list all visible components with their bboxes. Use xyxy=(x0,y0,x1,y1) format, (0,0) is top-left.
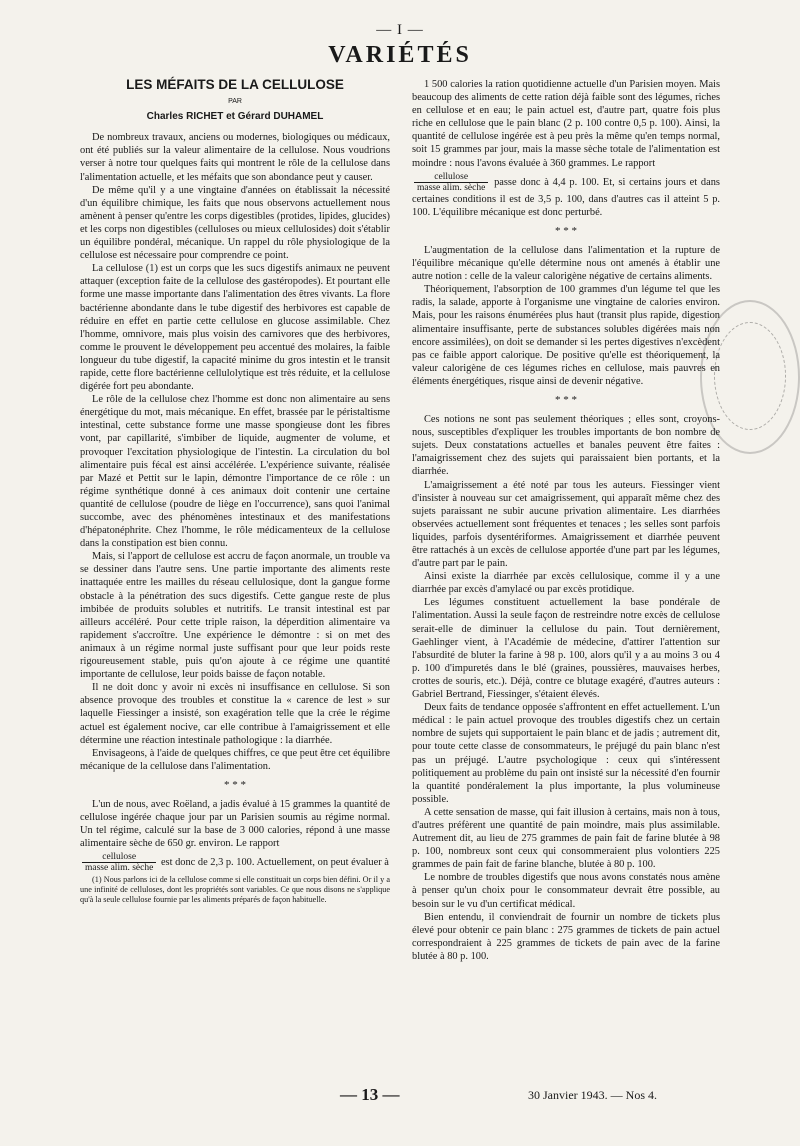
page-number-top: — I — xyxy=(376,22,424,38)
paragraph-continuation: passe donc à 4,4 p. 100. Et, si certains jours et dans certaines conditions il est de 3,5 p. 100, dans d'autres cas il atteint 5 p. 100. L'équilibre mécanique est donc perturbé. xyxy=(412,176,720,218)
asterism: * * * xyxy=(555,224,577,237)
article-title: LES MÉFAITS DE LA CELLULOSE xyxy=(126,77,344,92)
fraction xyxy=(82,852,156,873)
footer-date: 30 Janvier 1943. — Nos 4. xyxy=(528,1088,657,1102)
paragraph-continuation: est donc de 2,3 p. 100. Actuellement, on peut évaluer à xyxy=(160,857,389,869)
left-column xyxy=(80,78,390,905)
paragraph: A cette sensation de masse, qui fait illusion à certains, mais non à tous, d'autres préfèrent une quantité de pain moindre, mais plus assimilable. Autrement dit, au lieu de 275 grammes de pain fait de farine blutée à 98 p. 100, nombreux sont ceux qui consommeraient plus volontiers 225 grammes de pain fait de farine blanche, blutée à 80 p. 100. xyxy=(412,806,720,871)
right-column xyxy=(412,78,720,963)
paragraph: La cellulose (1) est un corps que les sucs digestifs animaux ne peuvent attaquer (exception faite de la cellulose des gastéropodes). Et pourtant elle forme une masse importante dans l'alimentation des êtres vivants. La flore bactérienne abondante dans le tube digestif des herbivores est capable de réduire en effet en partie cette cellulose en glucose assimilable. Chez l'homme, omnivore, mais plus voisin des carnivores que des herbivores, comme le prouvent le développement peu accentué des molaires, la faible longueur du tube digestif, la capacité minime du gros intestin et le transit rapide, cette flore bactérienne cellulolytique est très réduite, et la cellulose digérée fort peu abondante. xyxy=(80,263,390,393)
paragraph: Le rôle de la cellulose chez l'homme est donc non alimentaire au sens énergétique du mot, mais mécanique. En effet, brassée par le péristaltisme intestinal, cette substance forme une masse spongieuse dont les fibres vont, par capillarité, s'imbiber de liquide, augmenter de volume, et provoquer l'excitation physiologique de l'intestin. La circulation du bol alimentaire puis fécal est ainsi accélérée. L'expérience suivante, réalisée par Mazé et Pettit sur le lapin, démontre l'importance de ce rôle : un régime synthétique donné à ces animaux doit contenir une certaine quantité de cellulose (poudre de liège en l'occurrence), sans quoi l'animal succombe, avec des phénomènes intestinaux et des manifestations d'hépatonéphrite. Chez l'homme, le rôle médicamenteux de la cellulose dans la constipation est bien connu. xyxy=(80,394,390,550)
footer-page-number: — 13 — xyxy=(340,1085,400,1104)
fraction-numerator: cellulose xyxy=(82,852,156,863)
asterism: * * * xyxy=(555,393,577,406)
paragraph: De même qu'il y a une vingtaine d'années on établissait la nécessité d'un équilibre chimique, les faits que nous observons actuellement nous amènent à penser qu'entre les corps digestibles (protides, lipides, glucides) et les corps non digestibles (celluloses ou mieux cellulosides) doit s'établir un équilibre pondéral, mécanique. Un rappel du rôle physiologique de la cellulose est nécessaire pour comprendre ce point. xyxy=(80,184,390,262)
paragraph: Mais, si l'apport de cellulose est accru de façon anormale, un trouble va se dessiner dans l'autre sens. Une partie importante des aliments reste inattaquée entre les mailles du réseau cellulosique, dont la gangue forme obstacle à la pénétration des sucs digestifs. Cette gangue reste de plus imbibée de produits solubles et nutritifs. Le transit intestinal est par ailleurs accéléré. Pour cette triple raison, la déperdition alimentaire va rapidement s'accroître. Une expérience le démontre : si on met des animaux à un régime normal juste suffisant pour que leur poids reste rigoureusement stable, puis qu'on ajoute à ce régime une quantité importante de cellulose, leur poids baisse de façon notable. xyxy=(80,551,390,681)
byline-par: PAR xyxy=(228,98,242,106)
fraction-numerator: cellulose xyxy=(414,172,488,183)
footnote: (1) Nous parlons ici de la cellulose comme si elle constituait un corps bien défini. Or il y a une infinité de celluloses, dont les propriétés sont variables. Ce que nous disons ne s'applique qu'à la seule cellulose fournie par les aliments préparés de façon habituelle. xyxy=(80,875,390,905)
fraction-line xyxy=(80,852,390,873)
paragraph: Bien entendu, il conviendrait de fournir un nombre de tickets plus élevé pour obtenir ce pain blanc : 275 grammes de tickets de pain actuel correspondraient à 225 grammes de tickets de pain avec de la farine blutée à 80 p. 100. xyxy=(412,911,720,962)
library-stamp-inner-ring xyxy=(714,322,786,430)
fraction-line xyxy=(412,172,720,219)
paragraph: 1 500 calories la ration quotidienne actuelle d'un Parisien moyen. Mais beaucoup des aliments de cette ration déjà faible sont des légumes, riches en cellulose et en eau; le pain actuel est, d'autre part, quatre fois plus riche en cellulose que le pain blanc (2 p. 100 contre 0,5 p. 100). Ainsi, la quantité de cellulose ingérée est à peu près la même qu'en temps normal, soit 15 grammes par jour, mais la masse sèche totale de l'alimentation est moindre : nous l'avons évaluée à 360 grammes. Le rapport xyxy=(412,79,720,169)
paragraph: Les légumes constituent actuellement la base pondérale de l'alimentation. Aussi la seule façon de restreindre notre excès de cellulose serait-elle de diminuer la cellulose du pain. Tout dernièrement, Gaehlinger vient, à l'Académie de médecine, d'attirer l'attention sur l'absurdité de bluter la farine à 98 p. 100, alors qu'il y a au moins 3 ou 4 p. 100 d'impuretés dans le blé (graines, poussières, mauvaises herbes, crottes de souris, etc.). Déjà, contre ce blutage exagéré, d'autres auteurs : Gabriel Bertrand, Fiessinger, s'étaient élevés. xyxy=(412,597,720,701)
fraction-denominator: masse alim. sèche xyxy=(85,863,154,874)
paragraph: Théoriquement, l'absorption de 100 grammes d'un légume tel que les radis, la salade, apporte à l'organisme une vingtaine de calories environ. Mais, pour les raisons énumérées plus haut (transit plus rapide, digestion alimentaire insuffisante, perte de substances solubles digérées mais non encore assimilées), on doit se demander si les pertes digestives n'excèdent pas ce faible apport calorique. De positive qu'elle est théoriquement, la valeur calorigène de ces légumes riches en cellulose, mais pauvres en éléments énergétiques, risque ainsi de devenir négative. xyxy=(412,284,720,387)
paragraph: L'amaigrissement a été noté par tous les auteurs. Fiessinger vient d'insister à nouveau sur cet amaigrissement, qui apparaît même chez des sujets paraissant ne subir aucune privation alimentaire. Les diarrhées observées actuellement sont fréquentes et tenaces ; les selles sont parfois liquides, parfois dysentériformes. Amaigrissement et diarrhée peuvent être rattachés à un excès de cellulose apportée d'une part par les légumes, d'autre part par le pain. xyxy=(412,479,720,570)
paragraph: Le nombre de troubles digestifs que nous avons constatés nous amène à penser qu'un choix pour le consommateur devrait être possible, au besoin sur le vu d'un certificat médical. xyxy=(412,872,720,910)
paragraph: De nombreux travaux, anciens ou modernes, biologiques ou médicaux, ont été publiés sur la valeur alimentaire de la cellulose. Nous voudrions verser à notre tour quelques faits qui montrent le rôle de la cellulose dans l'alimentation actuelle, et les méfaits que son abondance peut y causer. xyxy=(80,132,390,183)
paragraph: Ainsi existe la diarrhée par excès cellulosique, comme il y a une diarrhée par excès d'amylacé ou par excès protidique. xyxy=(412,571,720,596)
paragraph: Ces notions ne sont pas seulement théoriques ; elles sont, croyons-nous, susceptibles d'expliquer les troubles importants de bon nombre de sujets. Deux constatations actuelles et banales peuvent être faites : l'amaigrissement chez des sujets qui paraissaient bien portants, et la diarrhée. xyxy=(412,414,720,478)
paragraph: Envisageons, à l'aide de quelques chiffres, ce que peut être cet équilibre mécanique de la cellulose dans l'alimentation. xyxy=(80,747,390,772)
paragraph: L'un de nous, avec Roëland, a jadis évalué à 15 grammes la quantité de cellulose ingérée chaque jour par un Parisien soumis au régime normal. Un tel régime, calculé sur la base de 3 000 calories, répond à une masse alimentaire sèche de 650 gr. environ. Le rapport xyxy=(80,798,390,850)
paragraph: L'augmentation de la cellulose dans l'alimentation et la rupture de l'équilibre mécanique qu'elle détermine nous ont amenés à établir une autre notion : celle de la valeur calorigène négative de certains aliments. xyxy=(412,244,720,283)
paragraph: Il ne doit donc y avoir ni excès ni insuffisance en cellulose. Si son absence provoque des troubles et constitue la « carence de lest » sur laquelle Fiessinger a insisté, son exagération telle que la crée le régime actuel est également nocive, car elle contribue à l'amaigrissement et elle détermine une réaction intestinale pathologique : la diarrhée. xyxy=(80,682,390,746)
asterism: * * * xyxy=(224,778,246,791)
byline-authors: Charles RICHET et Gérard DUHAMEL xyxy=(146,111,324,123)
paragraph: Deux faits de tendance opposée s'affrontent en effet actuellement. L'un médical : le pain actuel provoque des troubles digestifs chez un certain nombre de sujets qui supportaient le pain blanc et de jadis ; autrement dit, pour toute cette classe de consommateurs, le préjugé du pain blanc n'est pas un préjugé. L'autre psychologique : ceux qui s'intéressent politiquement au problème du pain ont insisté sur la nécessité d'en fournir la quantité pondéralement la plus importante, la plus volumineuse possible. xyxy=(412,702,720,805)
fraction-denominator: masse alim. sèche xyxy=(417,182,486,193)
section-title: VARIÉTÉS xyxy=(328,42,472,68)
fraction xyxy=(414,172,488,193)
